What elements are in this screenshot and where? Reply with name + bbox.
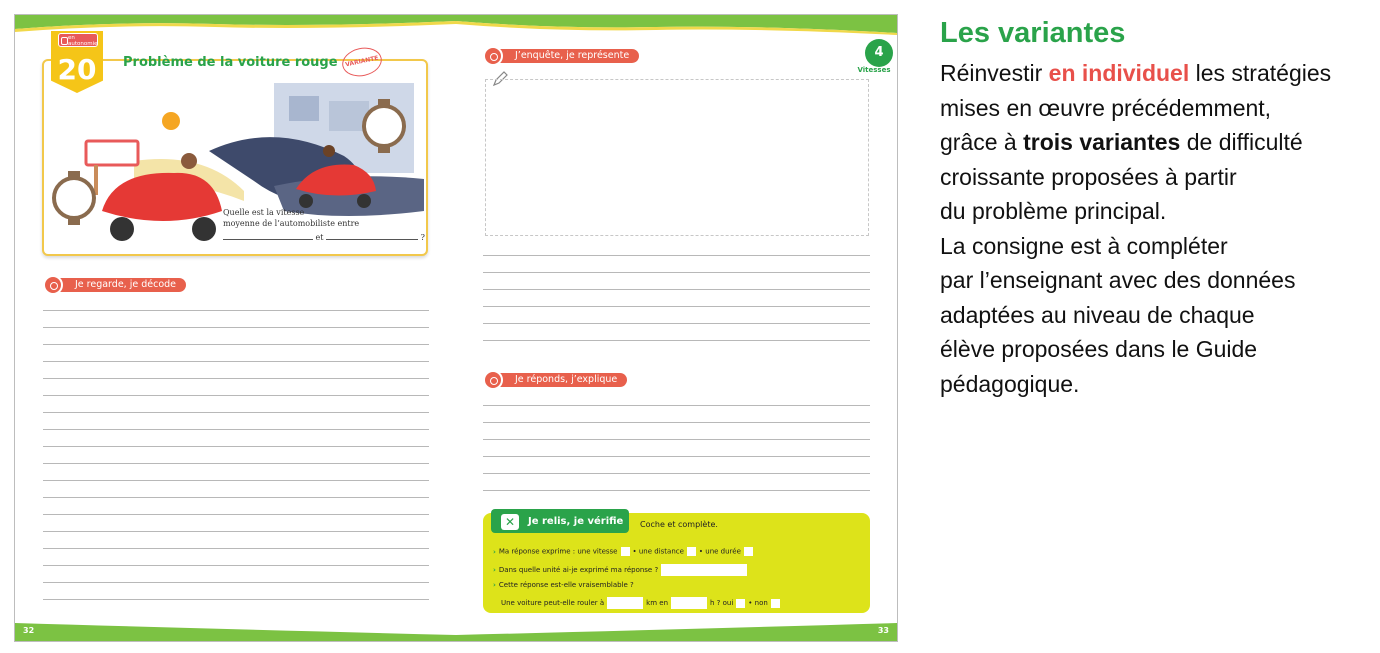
blank-2 (326, 239, 418, 240)
verify-q1-b: • une distance (632, 547, 684, 556)
problem-number: 20 (57, 53, 97, 86)
chevron-right-icon: › (493, 547, 496, 556)
line1-highlight: en individuel (1048, 60, 1190, 86)
variante-stamp: VARIANTE (340, 44, 385, 80)
writing-lines-left (43, 294, 429, 600)
chevron-right-icon: › (493, 581, 496, 589)
verify-row-3 (493, 581, 634, 589)
checkbox-vitesse[interactable] (621, 547, 630, 556)
explanation-line-10: pédagogique. (940, 370, 1080, 397)
verify-instruction: Coche et complète. (640, 520, 718, 529)
verify-q4-c: h ? oui (710, 599, 734, 607)
explanation-line-5: du problème principal. (940, 198, 1167, 224)
blank-1 (223, 239, 313, 240)
line3-bold: trois variantes (1023, 129, 1181, 155)
explanation-line-1 (940, 56, 1380, 91)
verify-row-1 (493, 547, 756, 556)
bottom-wave-band (15, 619, 456, 641)
question-blanks (223, 233, 425, 242)
drawing-area[interactable] (485, 79, 869, 236)
section-reponds-text: Je réponds, j’explique (515, 374, 618, 385)
explanation-line-6: La consigne est à compléter (940, 232, 1228, 259)
line1-c: les stratégies (1189, 60, 1332, 86)
explanation-body (940, 56, 1380, 401)
chevron-right-icon: › (493, 566, 496, 574)
section-regarde-text: Je regarde, je décode (75, 279, 177, 290)
checkbox-oui[interactable] (736, 599, 745, 608)
explanation-heading: Les variantes (940, 17, 1126, 49)
question-mark: ? (420, 233, 425, 242)
checkbox-duree[interactable] (744, 547, 753, 556)
autonomie-badge: en autonomie (58, 33, 98, 47)
verify-title: Je relis, je vérifie (528, 516, 624, 527)
verify-row-4 (501, 597, 783, 609)
line1-a: Réinvestir (940, 60, 1049, 86)
section-label-reponds (485, 373, 627, 387)
section-label-enquete (485, 49, 639, 63)
workbook-spread (14, 14, 898, 642)
chapter-badge: 4 (865, 39, 893, 67)
top-wave-band-right (456, 15, 897, 39)
verify-q2: Dans quelle unité ai-je exprimé ma réponse ? (498, 566, 659, 574)
hours-field[interactable] (671, 597, 707, 609)
answer-icon (483, 370, 503, 390)
explanation-line-7: par l’enseignant avec des données (940, 267, 1296, 293)
bottom-wave-band-right (456, 619, 897, 641)
writing-lines-right-2 (483, 389, 870, 491)
question-text (223, 207, 359, 229)
explanation-line-3 (940, 125, 1380, 160)
verify-q1-c: • une durée (698, 547, 741, 556)
writing-lines-right-1 (483, 239, 870, 341)
line3-a: grâce à (940, 129, 1024, 155)
question-line-2: moyenne de l’automobiliste entre (223, 219, 360, 228)
checkbox-non[interactable] (771, 599, 780, 608)
verify-q4-a: Une voiture peut-elle rouler à (501, 599, 605, 607)
eye-icon (43, 275, 63, 295)
checkmark-icon: ✕ (501, 514, 519, 530)
checkbox-distance[interactable] (687, 547, 696, 556)
problem-title: Problème de la voiture rouge (123, 55, 338, 70)
explanation-line-8: adaptées au niveau de chaque (940, 301, 1255, 328)
page-number-left: 32 (23, 626, 35, 635)
km-field[interactable] (607, 597, 643, 609)
chapter-label: Vitesses (857, 66, 891, 74)
line3-c: de difficulté (1180, 129, 1303, 155)
page-number-right: 33 (877, 626, 889, 635)
verify-q4-b: km en (646, 599, 669, 607)
explanation-line-9: élève proposées dans le Guide (940, 336, 1258, 362)
section-label-regarde (45, 278, 186, 292)
question-et: et (315, 233, 324, 242)
verify-q4-d: • non (748, 599, 768, 607)
verify-q3: Cette réponse est-elle vraisemblable ? (498, 581, 634, 589)
explanation-line-2: mises en œuvre précédemment, (940, 94, 1272, 121)
unit-field[interactable] (661, 564, 747, 576)
explanation-line-4: croissante proposées à partir (940, 163, 1237, 190)
question-line-1: Quelle est la vitesse (223, 208, 305, 217)
verify-row-2 (493, 564, 750, 576)
section-enquete-text: J’enquête, je représente (515, 50, 630, 61)
magnifier-icon (483, 46, 503, 66)
verify-q1: Ma réponse exprime : une vitesse (498, 547, 618, 556)
